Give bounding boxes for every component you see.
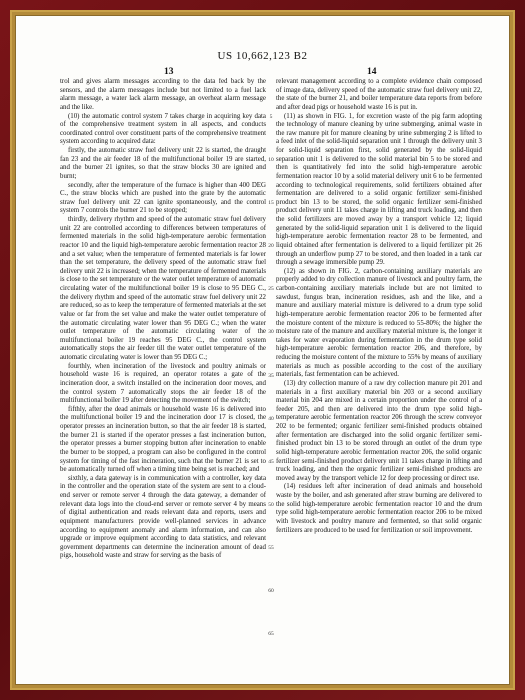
column-number-right: 14 [367,67,377,77]
paragraph: secondly, after the temperature of the furnace is higher than 400 DEG C., the straw blocks which are pushed into the grate by the automatic straw fuel delivery unit 22 can ignite spontaneously, and the control system 7 controls the burner 21 to be stopped; [60,181,266,215]
paragraph: (10) the automatic control system 7 takes charge in acquiring key data of the comprehensive treatment system in all aspects, and conducts coordinated control over constituent parts of the comprehensive treatment system according to acquired data: [60,112,266,146]
line-number: 55 [268,544,274,551]
frame-mat [10,10,515,690]
line-number: 50 [268,501,274,508]
patent-page [15,15,510,685]
paragraph: fifthly, after the dead animals or household waste 16 is delivered into the multifunctional boiler 19 and the incineration door 17 is closed, the operator presses an incineration button, so that the air feeder 18 is started, the burner 21 is started if the operator presses a fast incineration button, the operator presses a burner stopping button after incineration to enable the burner to be stopped, a program can also be configured in the control system for timing of the fast incineration, such that the burner 21 is set to be automatically turned off when a timing time being set is reached; and [60,405,266,474]
line-number: 45 [268,458,274,465]
left-column [60,78,266,678]
line-number: 25 [268,286,274,293]
paragraph: thirdly, delivery rhythm and speed of the automatic straw fuel delivery unit 22 are controlled according to differences between temperatures of fermented materials in the solid high-temperature aerobic fermentation reactor 10 and the liquid high-temperature aerobic fermentation reactor 28 and a set value; when the temperature of fermented materials is far lower than the set temperature, the delivery speed of the automatic straw fuel delivery unit 22 is increased; when the temperature of fermented materials is close to the set temperature or the water outlet temperature of automatic circulating water of the multifunctional boiler 19 is close to 95 DEG C., the delivery rhythm and speed of the automatic straw fuel delivery unit 22 are reduced, so as to keep the temperature of fermented materials at the set value or far from the set value and make the water outlet temperature of the automatic circulating water lower than 95 DEG C.; when the water outlet temperature of the automatic circulating water of the multifunctional boiler 19 reaches 95 DEG C., the control system automatically stops the air feeder till the water outlet temperature of the automatic circulating water is lower than 95 DEG C.; [60,216,266,361]
paragraph: (13) dry collection manure of a raw dry collection manure pit 201 and materials in a first auxiliary material bin 203 or a second auxiliary material bin 204 are mixed in a certain proportion under the control of a feeder 205, and then are delivered into the drum type solid high-temperature aerobic fermentation reactor 206 through the screw conveyor 202 to be fermented; organic fertilizer semi-finished products obtained after fermentation are discharged into the solid organic fertilizer semi-finished product bin 13 to be stored through an outlet of the drum type solid high-temperature aerobic fermentation reactor 206, the solid organic fertilizer semi-finished product delivery unit 11 takes charge in lifting and truck loading, and then the organic fertilizer semi-finished products are moved away by the transport vehicle 12 for deep processing or direct use. [276,379,482,482]
paragraph: (11) as shown in FIG. 1, for excretion waste of the pig farm adopting the technology of manure cleaning by urine submerging, animal waste in the raw manure pit for manure cleaning by urine submerging 2 is lifted to a feed inlet of the solid-liquid separation unit 1 through the delivery unit 3 for solid-liquid separation first, solid generated by the solid-liquid separation unit 1 is delivered to the solid material bin 5 to be stored and then is quantitatively fed into the solid high-temperature aerobic fermentation reactor 10 by a solid material delivery unit 6 to be fermented according to technological requirements, solid fertilizers obtained after fermentation are delivered to a solid organic fertilizer semi-finished product bin 13 to be stored, the solid organic fertilizer semi-finished product delivery unit 11 takes charge in lifting and truck loading, and then the solid fertilizers are moved away by a transport vehicle 12; liquid generated by the solid-liquid separation unit 1 is delivered to the liquid high-temperature aerobic fermentation reactor 28 to be fermented, and liquid obtained after fermentation is delivered to a liquid fertilizer pit 26 through an underflow pump 27 to be stored, and then loaded in a tank car through a sewage immersible pump 29. [276,112,482,267]
patent-number: US 10,662,123 B2 [217,50,308,62]
line-number: 15 [268,200,274,207]
paragraph: firstly, the automatic straw fuel delivery unit 22 is started, the draught fan 23 and the air feeder 18 of the multifunctional boiler 19 are started, and the burner 21 ignites, so that the straw blocks 30 are ignited and burnt; [60,147,266,180]
line-number: 35 [268,372,274,379]
line-number-gutter [266,78,276,678]
paragraph: sixthly, a data gateway is in communication with a controller, key data in the controller and the operation state of the system are sent to a cloud-end server or remote server 4 through the data gateway, a demander of relevant data logs into the cloud-end server or remote server 4 by means of digital authentication and reads relevant data and reports, users and equipment manufacturers provide well-planned services in advance according to equipment anomaly and alarm information, and can also upgrade or improve equipment according to data statistics, and relevant government departments can determine the incineration amount of dead pigs, household waste and straw for serving as the basis of [60,474,266,560]
paragraph: relevant management according to a complete evidence chain composed of image data, delivery speed of the automatic straw fuel delivery unit 22, the state of the burner 21, and boiler temperature data reports from before and after dead pigs or household waste 16 is put in. [276,78,482,111]
paragraph: (12) as shown in FIG. 2, carbon-containing auxiliary materials are properly added to dry collection manure of livestock and poultry farm, the carbon-containing auxiliary materials include but are not limited to sawdust, fungus bran, incineration residues, ash and the like, and a manure and auxiliary material mixture is delivered to a drum type solid high-temperature aerobic fermentation reactor 206 to be fermented after the moisture content of the mixture is reduced to 55-80%; the higher the moisture rate of the manure and auxiliary material mixture is, the longer it takes for water evaporation during fermentation in the drum type solid high-temperature aerobic fermentation reactor 206, and therefore, by reducing the moisture content of the mixture to 55% by means of auxiliary materials as much as possible according to the cost of the auxiliary materials, fast fermentation can be achieved. [276,267,482,379]
line-number: 65 [268,631,274,638]
line-number: 30 [268,329,274,336]
line-number: 20 [268,243,274,250]
column-number-left: 13 [164,67,174,77]
right-column [276,78,482,678]
line-number: 5 [269,113,273,120]
line-number: 60 [268,588,274,595]
paragraph: trol and gives alarm messages according to the data fed back by the sensors, and the alarm messages include but not limited to a fuel lack alarm message, a water lack alarm message, an overheat alarm message and the like. [60,78,266,111]
line-number: 10 [268,157,274,164]
paragraph: fourthly, when incineration of the livestock and poultry animals or household waste 16 is required, an operator rotates a gate of the incineration door, a switch installed on the incineration door moves, and the control system 7 automatically stops the air feeder 18 of the multifunctional boiler 19 after detecting the movement of the switch; [60,362,266,405]
paragraph: (14) residues left after incineration of dead animals and household waste by the boiler, and ash generated after straw burning are delivered to the solid high-temperature aerobic fermentation reactor 10 and the drum type solid high-temperature aerobic fermentation reactor 206 to be mixed with livestock and poultry manure and fermented, so that solid organic fertilizers are produced to be used for fertilization or soil improvement. [276,483,482,534]
line-number: 40 [268,415,274,422]
